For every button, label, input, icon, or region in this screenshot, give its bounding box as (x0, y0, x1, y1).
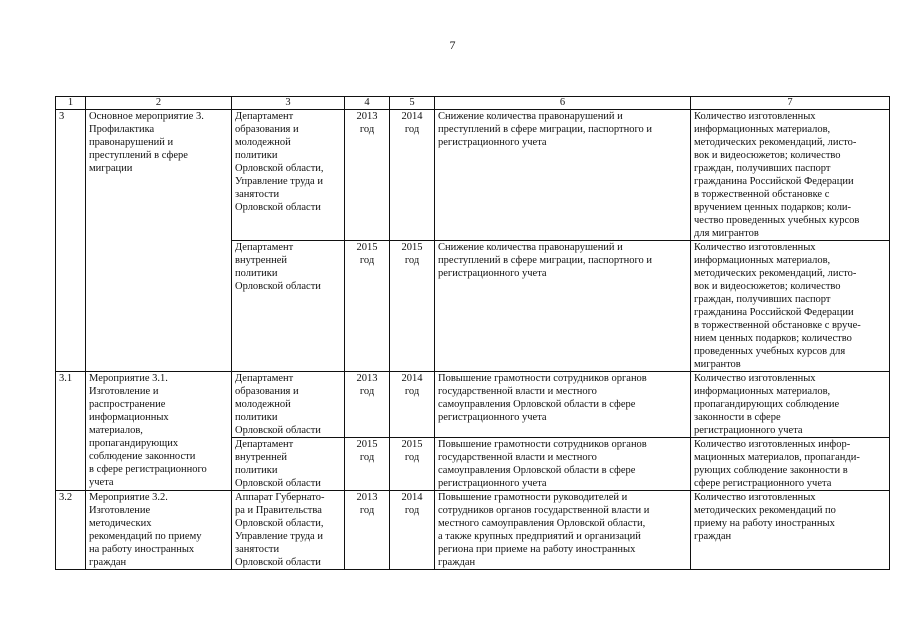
indicator: Количество изготовленных информационных материалов, методических рекомендаций, листо- вок и видеосюжетов; количество граждан, получивших паспорт гражданина Российской Федерации в торжественной обстановке с вручением ценных подарков; коли- чество проведенных учебных курсов для мигрантов (691, 110, 890, 241)
executor: Департамент внутренней политики Орловской области (232, 241, 345, 372)
table-row (56, 491, 890, 570)
table-row (56, 110, 890, 241)
row-number: 3 (56, 110, 86, 372)
executor: Департамент образования и молодежной политики Орловской области (232, 372, 345, 438)
column-header-5: 5 (390, 97, 435, 110)
expected-result: Снижение количества правонарушений и преступлений в сфере миграции, паспортного и регистрационного учета (435, 110, 691, 241)
start-year: 2015 год (345, 241, 390, 372)
end-year: 2014 год (390, 491, 435, 570)
start-year: 2013 год (345, 372, 390, 438)
executor: Аппарат Губернато- ра и Правительства Орловской области, Управление труда и занятости Орловской области (232, 491, 345, 570)
expected-result: Повышение грамотности сотрудников органов государственной власти и местного самоуправления Орловской области в сфере регистрационного учета (435, 372, 691, 438)
executor: Департамент образования и молодежной политики Орловской области, Управление труда и занятости Орловской области (232, 110, 345, 241)
row-number: 3.1 (56, 372, 86, 491)
executor: Департамент внутренней политики Орловской области (232, 438, 345, 491)
end-year: 2014 год (390, 372, 435, 438)
column-header-7: 7 (691, 97, 890, 110)
event-name: Основное мероприятие 3. Профилактика правонарушений и преступлений в сфере миграции (86, 110, 232, 372)
column-header-3: 3 (232, 97, 345, 110)
start-year: 2013 год (345, 491, 390, 570)
page-number: 7 (449, 38, 456, 52)
indicator: Количество изготовленных инфор- мационных материалов, пропаганди- рующих соблюдение законности в сфере регистрационного учета (691, 438, 890, 491)
column-header-1: 1 (56, 97, 86, 110)
expected-result: Повышение грамотности руководителей и сотрудников органов государственной власти и местного самоуправления Орловской области, а также крупных предприятий и организаций региона при приеме на работу иностранных граждан (435, 491, 691, 570)
column-header-6: 6 (435, 97, 691, 110)
column-header-4: 4 (345, 97, 390, 110)
row-number: 3.2 (56, 491, 86, 570)
start-year: 2013 год (345, 110, 390, 241)
event-name: Мероприятие 3.1. Изготовление и распространение информационных материалов, пропагандирующих соблюдение законности в сфере регистрационного учета (86, 372, 232, 491)
event-name: Мероприятие 3.2. Изготовление методических рекомендаций по приему на работу иностранных граждан (86, 491, 232, 570)
expected-result: Повышение грамотности сотрудников органов государственной власти и местного самоуправления Орловской области в сфере регистрационного учета (435, 438, 691, 491)
table-row (56, 372, 890, 438)
end-year: 2015 год (390, 438, 435, 491)
column-header-2: 2 (86, 97, 232, 110)
start-year: 2015 год (345, 438, 390, 491)
header-row (56, 97, 890, 110)
expected-result: Снижение количества правонарушений и преступлений в сфере миграции, паспортного и регистрационного учета (435, 241, 691, 372)
end-year: 2015 год (390, 241, 435, 372)
indicator: Количество изготовленных информационных материалов, пропагандирующих соблюдение законности в сфере регистрационного учета (691, 372, 890, 438)
program-activities-table (55, 96, 890, 570)
indicator: Количество изготовленных методических рекомендаций по приему на работу иностранных граждан (691, 491, 890, 570)
end-year: 2014 год (390, 110, 435, 241)
indicator: Количество изготовленных информационных материалов, методических рекомендаций, листо- вок и видеосюжетов; количество граждан, получивших паспорт гражданина Российской Федерации в торжественной обстановке с вруче- нием ценных подарков; количество проведенных учебных курсов для мигрантов (691, 241, 890, 372)
